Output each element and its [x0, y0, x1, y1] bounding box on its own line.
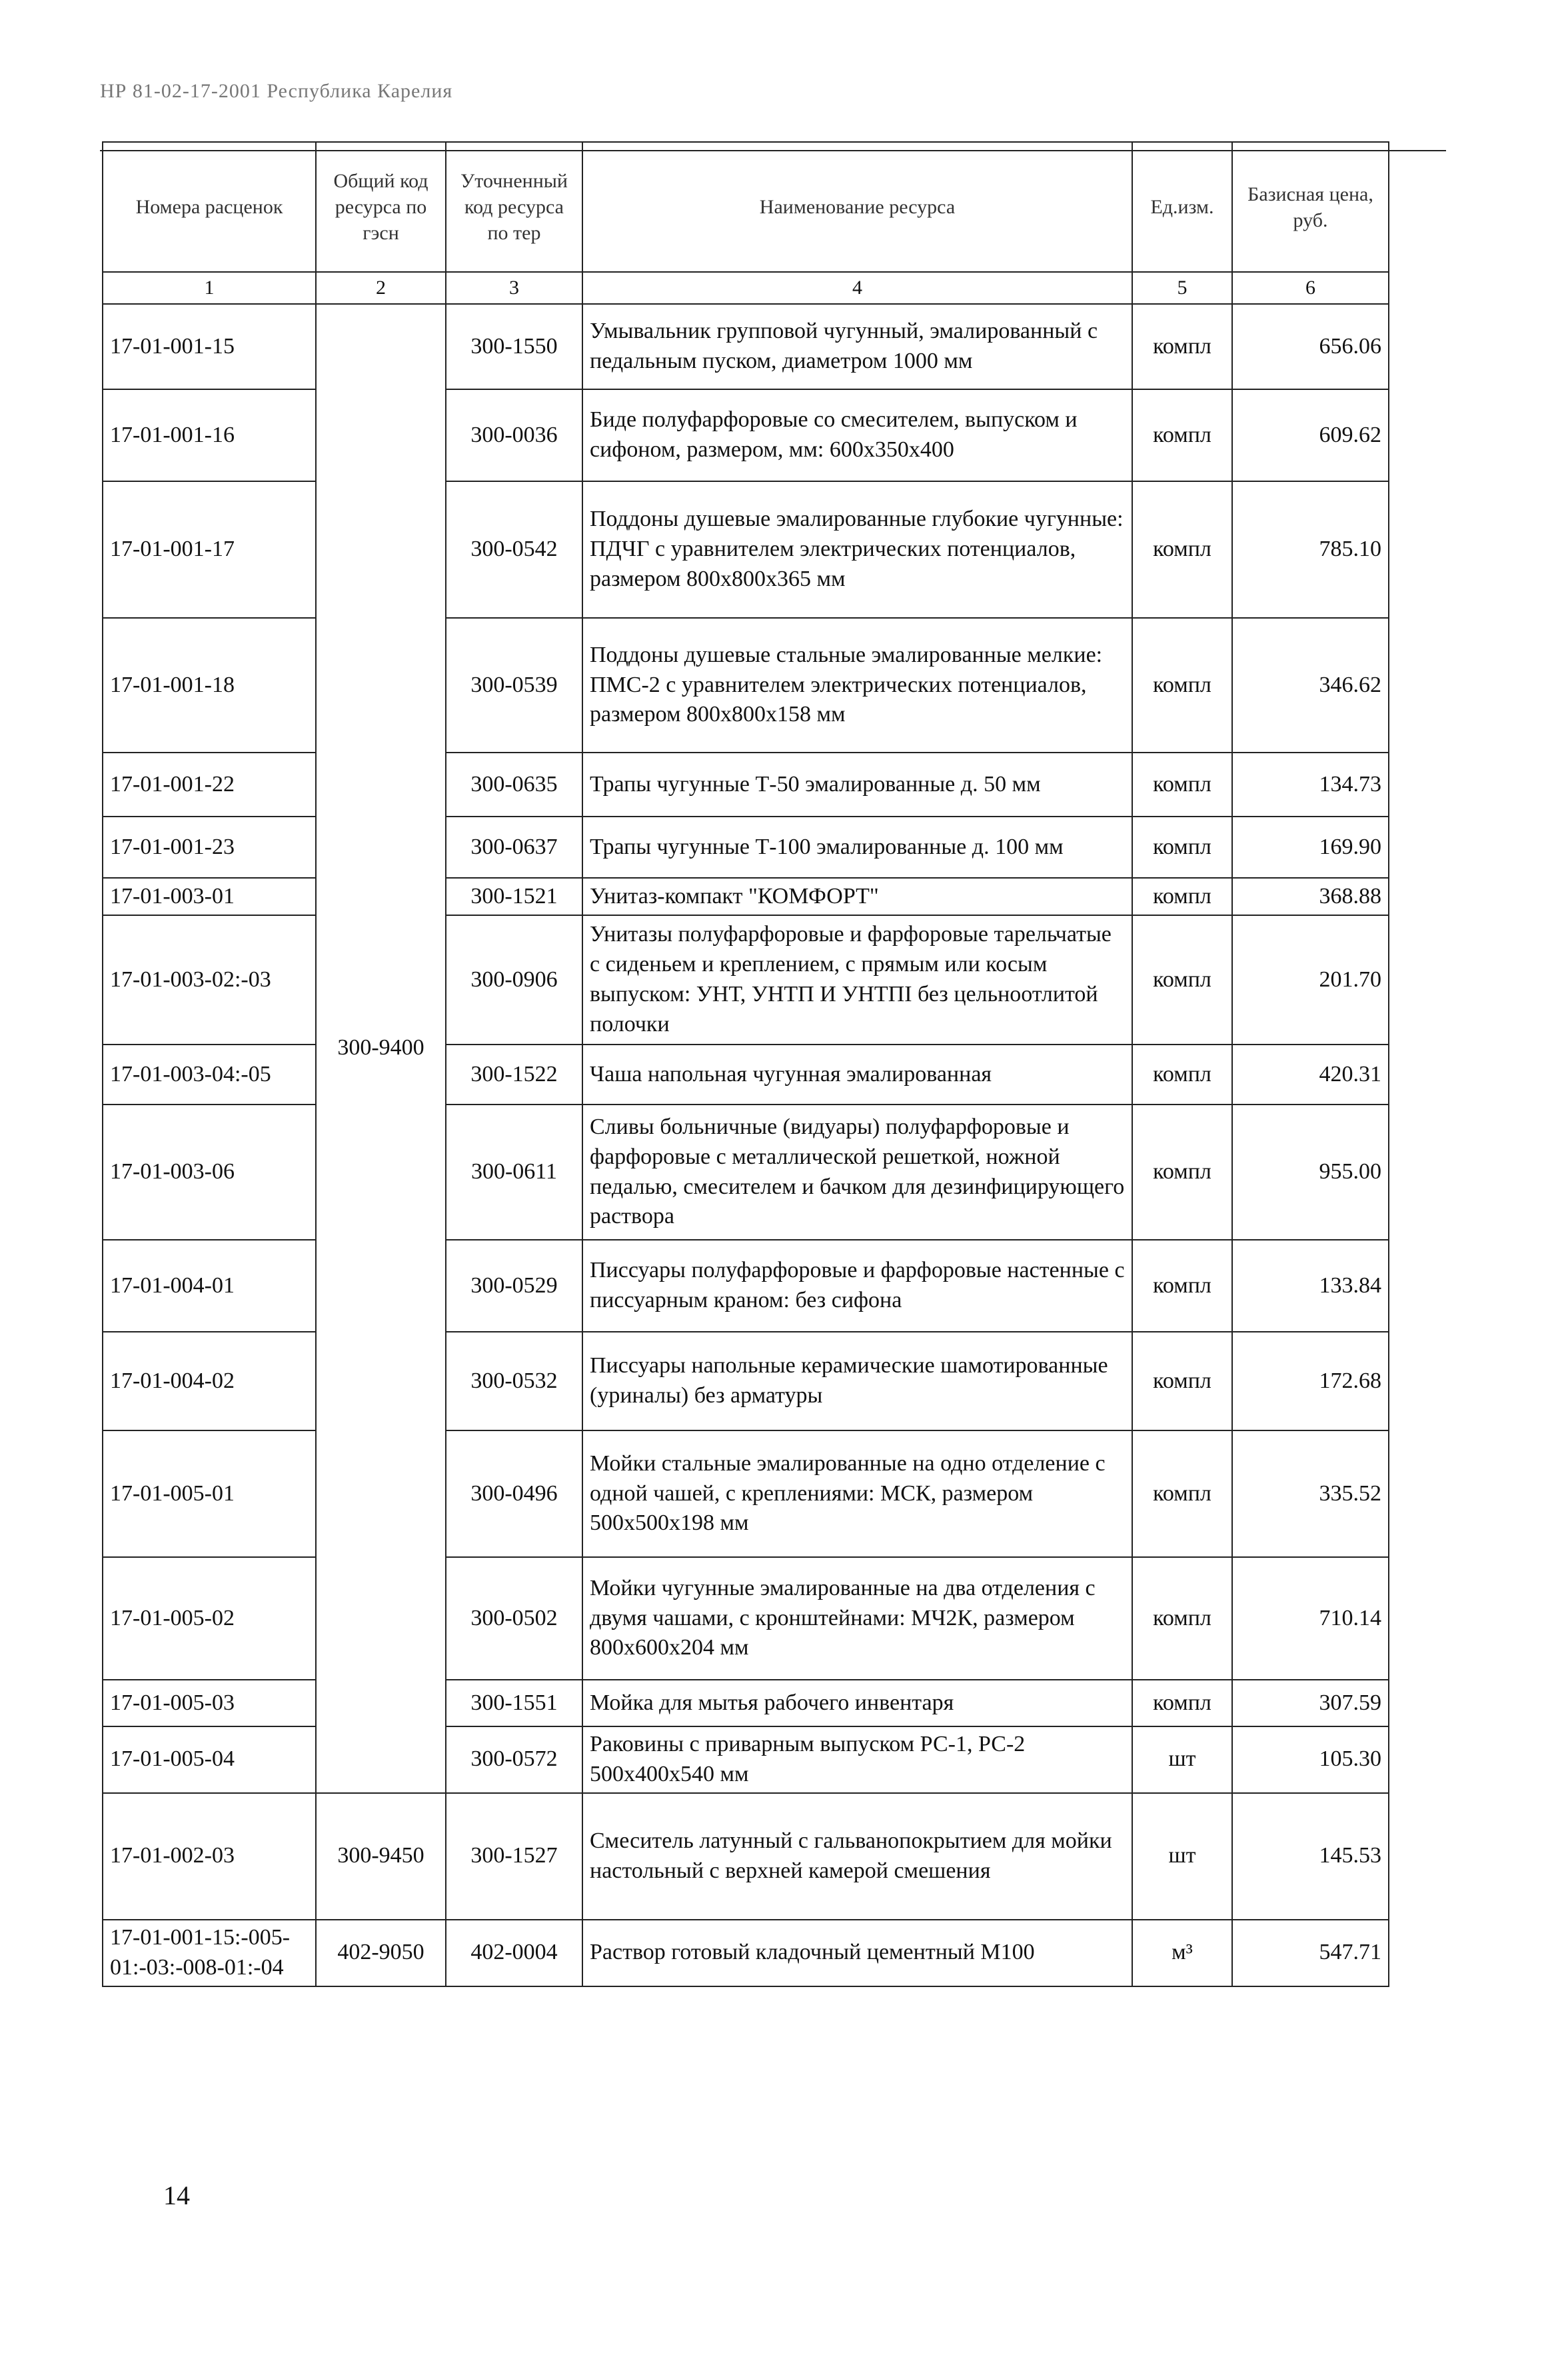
col-header-name: Наименование ресурса [582, 142, 1132, 272]
table-row [103, 389, 1389, 481]
base-price: 785.10 [1232, 481, 1389, 618]
resource-name: Мойки стальные эмалированные на одно отделение с одной чашей, с креплениями: МСК, размером 500x500x198 мм [582, 1430, 1132, 1557]
table-row [103, 618, 1389, 753]
base-price: 346.62 [1232, 618, 1389, 753]
resource-name: Унитазы полуфарфоровые и фарфоровые тарельчатые с сиденьем и креплением, с прямым или косым выпуском: УНТ, УНТП И УНТПI без цельноотлитой полочки [582, 915, 1132, 1045]
refined-code: 300-1551 [446, 1680, 582, 1726]
col-header-rate: Номера расценок [103, 142, 316, 272]
resource-name: Биде полуфарфоровые со смесителем, выпуском и сифоном, размером, мм: 600x350x400 [582, 389, 1132, 481]
refined-code: 300-1522 [446, 1045, 582, 1105]
rate-number: 17-01-005-01 [103, 1430, 316, 1557]
rate-number: 17-01-003-06 [103, 1105, 316, 1240]
refined-code: 402-0004 [446, 1920, 582, 1986]
unit: компл [1132, 1430, 1232, 1557]
rate-number: 17-01-004-01 [103, 1240, 316, 1332]
resource-name: Поддоны душевые стальные эмалированные мелкие: ПМС-2 с уравнителем электрических потенциалов, размером 800x800x158 мм [582, 618, 1132, 753]
rate-number: 17-01-001-22 [103, 753, 316, 817]
table-row [103, 481, 1389, 618]
base-price: 609.62 [1232, 389, 1389, 481]
resource-name: Чаша напольная чугунная эмалированная [582, 1045, 1132, 1105]
resource-price-table [102, 141, 1389, 1987]
resource-name: Трапы чугунные Т-100 эмалированные д. 100 мм [582, 817, 1132, 878]
rate-number: 17-01-005-02 [103, 1557, 316, 1680]
base-price: 656.06 [1232, 304, 1389, 389]
unit: компл [1132, 1105, 1232, 1240]
col-header-unit: Ед.изм. [1132, 142, 1232, 272]
base-price: 145.53 [1232, 1793, 1389, 1920]
col-number: 6 [1232, 272, 1389, 304]
base-price: 172.68 [1232, 1332, 1389, 1430]
refined-code: 300-0542 [446, 481, 582, 618]
general-code-cell: 300-9450 [316, 1793, 446, 1920]
base-price: 134.73 [1232, 753, 1389, 817]
col-number: 3 [446, 272, 582, 304]
base-price: 169.90 [1232, 817, 1389, 878]
rate-number: 17-01-001-15:-005-01:-03:-008-01:-04 [103, 1920, 316, 1986]
unit: компл [1132, 1240, 1232, 1332]
table-row [103, 1793, 1389, 1920]
refined-code: 300-0532 [446, 1332, 582, 1430]
unit: компл [1132, 878, 1232, 915]
rate-number: 17-01-001-18 [103, 618, 316, 753]
base-price: 955.00 [1232, 1105, 1389, 1240]
unit: шт [1132, 1726, 1232, 1793]
rate-number: 17-01-004-02 [103, 1332, 316, 1430]
unit: компл [1132, 304, 1232, 389]
refined-code: 300-0496 [446, 1430, 582, 1557]
resource-name: Раствор готовый кладочный цементный М100 [582, 1920, 1132, 1986]
base-price: 201.70 [1232, 915, 1389, 1045]
base-price: 307.59 [1232, 1680, 1389, 1726]
unit: компл [1132, 389, 1232, 481]
refined-code: 300-0036 [446, 389, 582, 481]
unit: компл [1132, 481, 1232, 618]
col-number: 5 [1132, 272, 1232, 304]
general-code-cell: 402-9050 [316, 1920, 446, 1986]
refined-code: 300-0635 [446, 753, 582, 817]
table-row [103, 1920, 1389, 1986]
unit: компл [1132, 753, 1232, 817]
table-row [103, 1726, 1389, 1793]
table-row [103, 1045, 1389, 1105]
rate-number: 17-01-001-16 [103, 389, 316, 481]
resource-name: Мойки чугунные эмалированные на два отделения с двумя чашами, с кронштейнами: МЧ2К, размером 800x600x204 мм [582, 1557, 1132, 1680]
col-header-general-code: Общий код ресурса по гэсн [316, 142, 446, 272]
refined-code: 300-1527 [446, 1793, 582, 1920]
resource-name: Сливы больничные (видуары) полуфарфоровые и фарфоровые с металлической решеткой, ножной педалью, смесителем и бачком для дезинфицирующего раствора [582, 1105, 1132, 1240]
resource-name: Писсуары напольные керамические шамотированные (уриналы) без арматуры [582, 1332, 1132, 1430]
general-code-cell: 300-9400 [316, 304, 446, 1793]
col-number: 1 [103, 272, 316, 304]
refined-code: 300-0539 [446, 618, 582, 753]
base-price: 335.52 [1232, 1430, 1389, 1557]
base-price: 105.30 [1232, 1726, 1389, 1793]
resource-name: Раковины с приварным выпуском РС-1, РС-2 500x400x540 мм [582, 1726, 1132, 1793]
refined-code: 300-0637 [446, 817, 582, 878]
rate-number: 17-01-002-03 [103, 1793, 316, 1920]
table-row [103, 753, 1389, 817]
page-number: 14 [163, 2180, 190, 2210]
rate-number: 17-01-005-03 [103, 1680, 316, 1726]
refined-code: 300-0611 [446, 1105, 582, 1240]
table-row [103, 915, 1389, 1045]
table-row [103, 1680, 1389, 1726]
document-header: НР 81-02-17-2001 Республика Карелия [100, 80, 453, 102]
unit: компл [1132, 817, 1232, 878]
unit: компл [1132, 1045, 1232, 1105]
resource-name: Писсуары полуфарфоровые и фарфоровые настенные с писсуарным краном: без сифона [582, 1240, 1132, 1332]
col-header-refined-code: Уточненный код ресурса по тер [446, 142, 582, 272]
unit: компл [1132, 915, 1232, 1045]
table-row [103, 1105, 1389, 1240]
resource-name: Унитаз-компакт "КОМФОРТ" [582, 878, 1132, 915]
resource-name: Смеситель латунный с гальванопокрытием для мойки настольный с верхней камерой смешения [582, 1793, 1132, 1920]
table-row [103, 1430, 1389, 1557]
refined-code: 300-1550 [446, 304, 582, 389]
resource-name: Поддоны душевые эмалированные глубокие чугунные: ПДЧГ с уравнителем электрических потенциалов, размером 800x800x365 мм [582, 481, 1132, 618]
unit: шт [1132, 1793, 1232, 1920]
rate-number: 17-01-001-15 [103, 304, 316, 389]
base-price: 133.84 [1232, 1240, 1389, 1332]
resource-name: Умывальник групповой чугунный, эмалированный с педальным пуском, диаметром 1000 мм [582, 304, 1132, 389]
rate-number: 17-01-001-17 [103, 481, 316, 618]
col-number: 2 [316, 272, 446, 304]
refined-code: 300-0572 [446, 1726, 582, 1793]
rate-number: 17-01-001-23 [103, 817, 316, 878]
col-header-price: Базисная цена, руб. [1232, 142, 1389, 272]
rate-number: 17-01-003-04:-05 [103, 1045, 316, 1105]
col-number: 4 [582, 272, 1132, 304]
rate-number: 17-01-003-02:-03 [103, 915, 316, 1045]
resource-name: Мойка для мытья рабочего инвентаря [582, 1680, 1132, 1726]
unit: компл [1132, 1680, 1232, 1726]
base-price: 420.31 [1232, 1045, 1389, 1105]
unit: компл [1132, 1332, 1232, 1430]
refined-code: 300-1521 [446, 878, 582, 915]
table-row [103, 878, 1389, 915]
unit: компл [1132, 618, 1232, 753]
refined-code: 300-0906 [446, 915, 582, 1045]
resource-name: Трапы чугунные Т-50 эмалированные д. 50 мм [582, 753, 1132, 817]
base-price: 368.88 [1232, 878, 1389, 915]
unit: компл [1132, 1557, 1232, 1680]
table-row [103, 817, 1389, 878]
base-price: 710.14 [1232, 1557, 1389, 1680]
refined-code: 300-0502 [446, 1557, 582, 1680]
table-row [103, 1332, 1389, 1430]
unit: м³ [1132, 1920, 1232, 1986]
rate-number: 17-01-003-01 [103, 878, 316, 915]
refined-code: 300-0529 [446, 1240, 582, 1332]
base-price: 547.71 [1232, 1920, 1389, 1986]
table-row [103, 1557, 1389, 1680]
table-row [103, 304, 1389, 389]
table-row [103, 1240, 1389, 1332]
rate-number: 17-01-005-04 [103, 1726, 316, 1793]
